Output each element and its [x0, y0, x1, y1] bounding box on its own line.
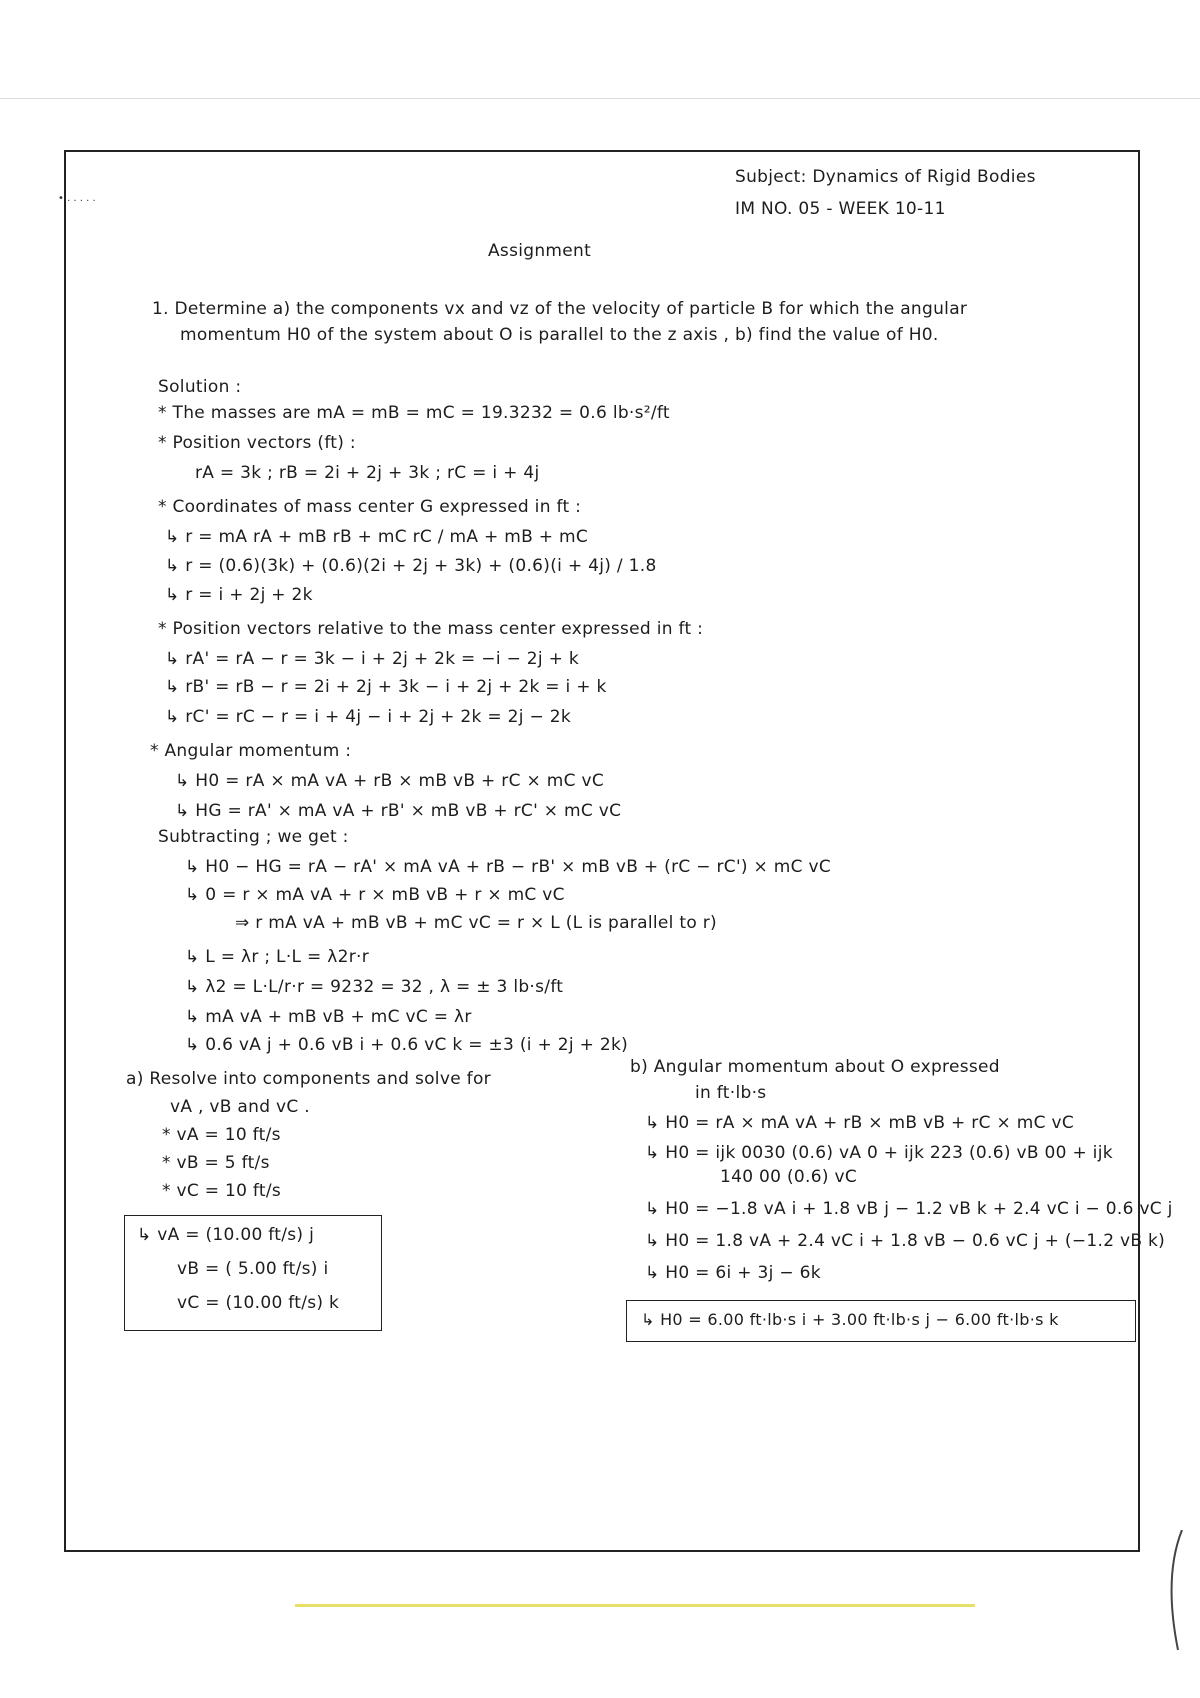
page-title: Assignment: [488, 241, 592, 261]
solution-line: ↳ λ2 = L·L/r·r = 9232 = 32 , λ = ± 3 lb·s/ft: [185, 977, 564, 997]
part-a-heading: a) Resolve into components and solve for: [126, 1069, 491, 1089]
solution-line: ↳ rA' = rA − r = 3k − i + 2j + 2k = −i − 2j + k: [165, 649, 580, 669]
part-b-line: ↳ H0 = −1.8 vA i + 1.8 vB j − 1.2 vB k + 2.4 vC i − 0.6 vC j: [645, 1199, 1173, 1219]
margin-dots: • . . . . .: [58, 193, 96, 204]
part-b-line: ↳ H0 = 1.8 vA + 2.4 vC i + 1.8 vB − 0.6 vC j + (−1.2 vB k): [645, 1231, 1166, 1251]
solution-line: Subtracting ; we get :: [158, 827, 349, 847]
part-b-line: ↳ H0 = ijk 0030 (0.6) vA 0 + ijk 223 (0.6) vB 00 + ijk: [645, 1143, 1113, 1163]
part-b-heading-2: in ft·lb·s: [695, 1083, 767, 1103]
solution-line: ↳ r = mA rA + mB rB + mC rC / mA + mB + mC: [165, 527, 589, 547]
part-b-line: ↳ H0 = 6i + 3j − 6k: [645, 1263, 821, 1283]
part-a-heading-2: vA , vB and vC .: [170, 1097, 310, 1117]
part-b-heading: b) Angular momentum about O expressed: [630, 1057, 1000, 1077]
solution-line: ↳ H0 = rA × mA vA + rB × mB vB + rC × mC vC: [175, 771, 604, 791]
scan-edge-curve: [1160, 1530, 1190, 1650]
solution-line: ↳ r = (0.6)(3k) + (0.6)(2i + 2j + 3k) + (0.6)(i + 4j) / 1.8: [165, 556, 657, 576]
part-a-answer-box: [124, 1215, 382, 1331]
problem-line-2: momentum H0 of the system about O is parallel to the z axis , b) find the value of H0.: [180, 325, 939, 345]
answer-h0: ↳ H0 = 6.00 ft·lb·s i + 3.00 ft·lb·s j − 6.00 ft·lb·s k: [641, 1310, 1059, 1329]
part-a-item: * vB = 5 ft/s: [162, 1153, 270, 1173]
solution-line: ↳ H0 − HG = rA − rA' × mA vA + rB − rB' × mB vB + (rC − rC') × mC vC: [185, 857, 832, 877]
solution-line: ↳ HG = rA' × mA vA + rB' × mB vB + rC' × mC vC: [175, 801, 622, 821]
solution-line: ↳ mA vA + mB vB + mC vC = λr: [185, 1007, 472, 1027]
top-rule: [0, 98, 1200, 99]
problem-line-1: 1. Determine a) the components vx and vz of the velocity of particle B for which the angular: [152, 299, 968, 319]
solution-line: ↳ rC' = rC − r = i + 4j − i + 2j + 2k = 2j − 2k: [165, 707, 571, 727]
solution-line: ↳ r = i + 2j + 2k: [165, 585, 313, 605]
solution-line: ↳ L = λr ; L·L = λ2r·r: [185, 947, 370, 967]
solution-line: ⇒ r mA vA + mB vB + mC vC = r × L (L is parallel to r): [235, 913, 717, 933]
part-b-line: ↳ H0 = rA × mA vA + rB × mB vB + rC × mC vC: [645, 1113, 1074, 1133]
solution-line: rA = 3k ; rB = 2i + 2j + 3k ; rC = i + 4j: [195, 463, 540, 483]
solution-line: * Position vectors relative to the mass center expressed in ft :: [158, 619, 704, 639]
answer-va: ↳ vA = (10.00 ft/s) j: [137, 1225, 315, 1245]
part-a-item: * vA = 10 ft/s: [162, 1125, 281, 1145]
solution-line: ↳ 0.6 vA j + 0.6 vB i + 0.6 vC k = ±3 (i + 2j + 2k): [185, 1035, 629, 1055]
subject-line: Subject: Dynamics of Rigid Bodies: [735, 167, 1036, 187]
solution-line: * Angular momentum :: [150, 741, 352, 761]
solution-line: ↳ rB' = rB − r = 2i + 2j + 3k − i + 2j + 2k = i + k: [165, 677, 607, 697]
answer-vb: vB = ( 5.00 ft/s) i: [177, 1259, 329, 1279]
part-b-answer-box: [626, 1300, 1136, 1342]
scan-edge-strip: [295, 1604, 975, 1607]
answer-vc: vC = (10.00 ft/s) k: [177, 1293, 340, 1313]
solution-line: * Position vectors (ft) :: [158, 433, 356, 453]
part-a-item: * vC = 10 ft/s: [162, 1181, 282, 1201]
part-b-line: 140 00 (0.6) vC: [720, 1167, 858, 1187]
solution-line: ↳ 0 = r × mA vA + r × mB vB + r × mC vC: [185, 885, 565, 905]
solution-line: * The masses are mA = mB = mC = 19.3232 = 0.6 lb·s²/ft: [158, 403, 670, 423]
solution-line: * Coordinates of mass center G expressed in ft :: [158, 497, 582, 517]
solution-heading: Solution :: [158, 377, 242, 397]
im-week-line: IM NO. 05 - WEEK 10-11: [735, 199, 946, 219]
